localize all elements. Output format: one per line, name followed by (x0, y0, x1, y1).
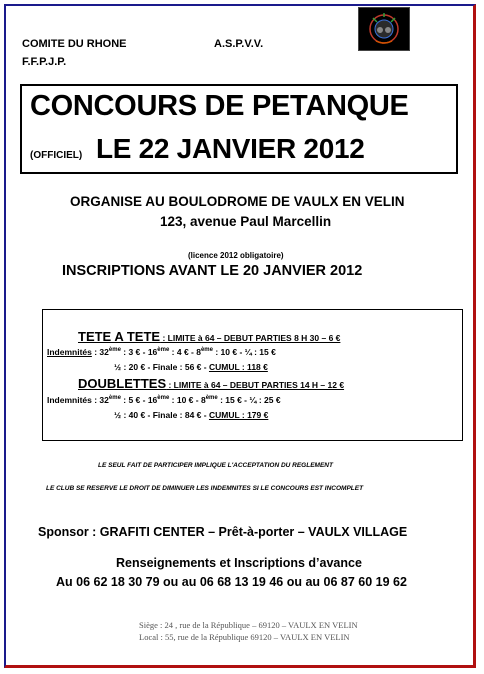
contact-heading: Renseignements et Inscriptions d’avance (116, 556, 362, 570)
footer-local: Local : 55, rue de la République 69120 – VAULX EN VELIN (139, 632, 350, 642)
event-date: LE 22 JANVIER 2012 (96, 133, 365, 164)
doublettes-cumul-label: CUMUL (208, 410, 240, 420)
committee-name: COMITE DU RHONE (22, 38, 127, 50)
tete-ind-label: Indemnités (47, 347, 92, 357)
doublettes-r16-val: : 10 € - 8 (169, 395, 206, 405)
tete-r32: : 32 (91, 347, 109, 357)
sponsor-line: Sponsor : GRAFITI CENTER – Prêt-à-porter – VAULX VILLAGE (38, 525, 408, 539)
tete-r8-val: : 10 € - ¼ : 15 € (212, 347, 276, 357)
doublettes-r32-sup: ème (108, 395, 121, 402)
doublettes-r8-val: : 15 € - ¼ : 25 € (217, 395, 281, 405)
club-name: A.S.P.V.V. (214, 38, 264, 50)
doublettes-finals (114, 410, 268, 420)
tete-r32-sup: ème (108, 347, 121, 354)
tete-indemnities (47, 347, 276, 357)
doublettes-r32-val: : 5 € - 16 (120, 395, 158, 405)
doublettes-title: DOUBLETTES (78, 376, 167, 391)
tete-title: TETE A TETE (78, 329, 161, 344)
tete-limit: : LIMITE à 64 – DEBUT PARTIES 8 H 30 – 6 € (160, 333, 341, 343)
rule-participation: LE SEUL FAIT DE PARTICIPER IMPLIQUE L'ACCEPTATION DU REGLEMENT (98, 462, 333, 469)
venue-address: 123, avenue Paul Marcellin (160, 214, 332, 229)
doublettes-ind-label: Indemnités : 32 (47, 395, 109, 405)
doublettes-limit: : LIMITE à 64 – DEBUT PARTIES 14 H – 12 € (166, 380, 345, 390)
venue-line: ORGANISE AU BOULODROME DE VAULX EN VELIN (70, 194, 405, 209)
doublettes-half: ½ : 40 € - Finale : 84 € - (114, 410, 207, 420)
doublettes-cumul-val: : 179 € (239, 410, 269, 420)
inscriptions-deadline: INSCRIPTIONS AVANT LE 20 JANVIER 2012 (62, 263, 363, 279)
official-label: (OFFICIEL) (30, 150, 83, 161)
tete-finals (114, 362, 268, 372)
license-note: (licence 2012 obligatoire) (188, 251, 284, 260)
tete-r16-sup: ème (157, 347, 170, 354)
tete-cumul: CUMUL : 118 € (208, 362, 268, 372)
tete-line (78, 328, 340, 346)
doublettes-indemnities (47, 395, 281, 405)
doublettes-r16-sup: ème (157, 395, 170, 402)
tete-r32-val: : 3 € - 16 (120, 347, 158, 357)
tete-r16-val: : 4 € - 8 (169, 347, 201, 357)
event-title: CONCOURS DE PETANQUE (30, 90, 409, 122)
contact-phones: Au 06 62 18 30 79 ou au 06 68 13 19 46 ou au 06 87 60 19 62 (56, 575, 407, 589)
doublettes-line (78, 375, 344, 393)
rule-indemnities: LE CLUB SE RESERVE LE DROIT DE DIMINUER LES INDEMNITES SI LE CONCOURS EST INCOMPLET (46, 485, 364, 492)
federation-name: F.F.P.J.P. (22, 56, 67, 68)
footer-seat: Siège : 24 , rue de la République – 69120 – VAULX EN VELIN (139, 620, 358, 630)
doublettes-r8-sup: ème (205, 395, 218, 402)
club-crest-icon (358, 7, 410, 51)
tete-half: ½ : 20 € - Finale : 56 € - (114, 362, 207, 372)
tete-r8-sup: ème (200, 347, 213, 354)
